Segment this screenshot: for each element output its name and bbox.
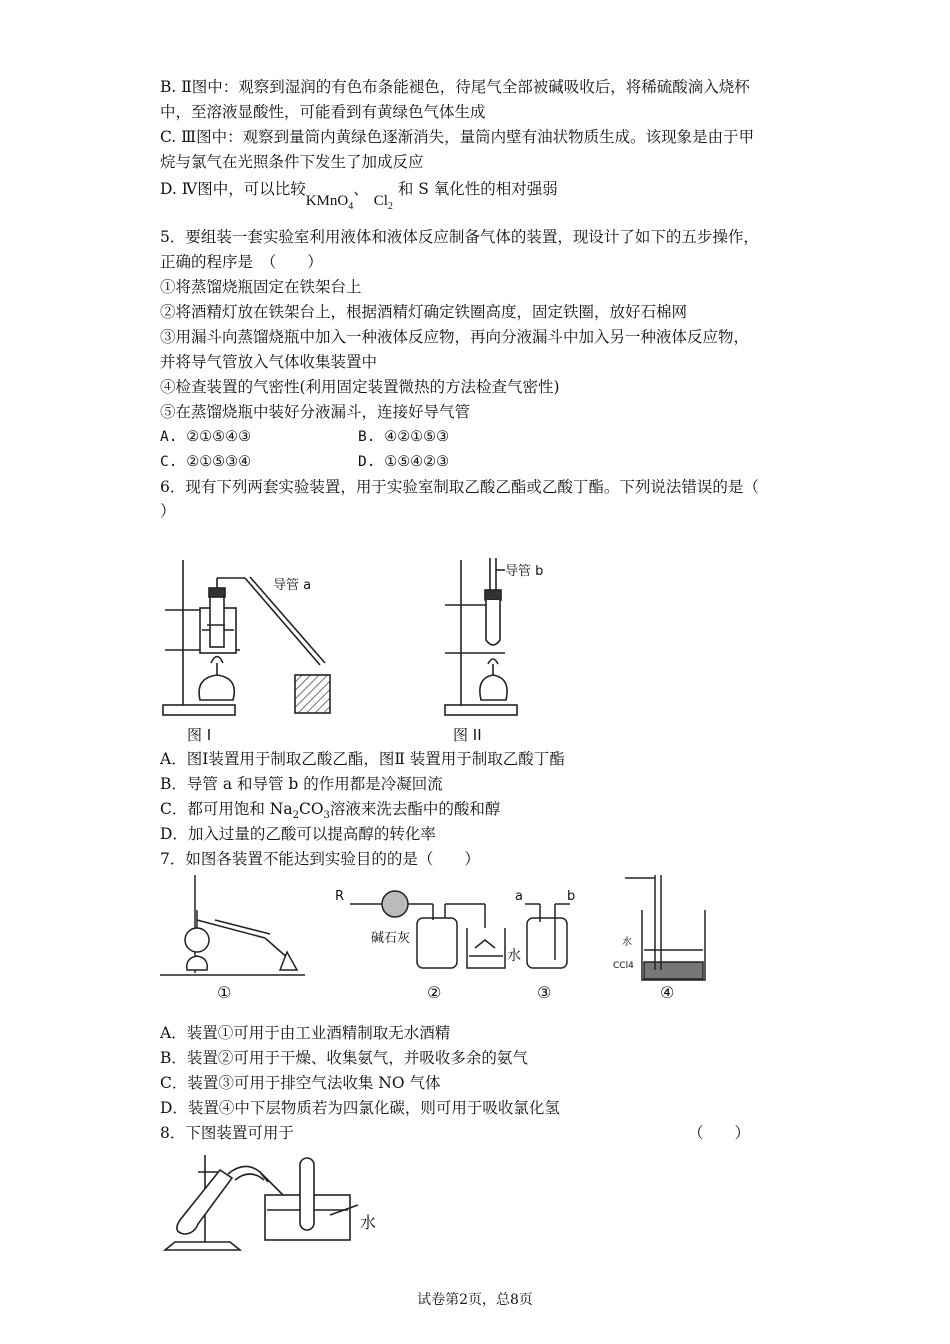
label-r: R bbox=[335, 889, 345, 904]
q8-answer-bracket: （ ） bbox=[688, 1124, 751, 1142]
q4-option-d-suffix: 和 S 氧化性的相对强弱 bbox=[397, 180, 558, 198]
q5-step-4: ④检查装置的气密性(利用固定装置微热的方法检查气密性) bbox=[160, 378, 560, 396]
receiving-flask bbox=[280, 952, 297, 970]
label-water-4: 水 bbox=[622, 937, 632, 948]
q7-option-d: D．装置④中下层物质若为四氯化碳，则可用于吸收氯化氢 bbox=[160, 1099, 560, 1117]
q8-stem: 8．下图装置可用于 bbox=[160, 1124, 294, 1142]
test-tube-2 bbox=[486, 600, 500, 645]
collection-tube bbox=[300, 1158, 314, 1230]
kmno4-formula: KMnO$_4$ bbox=[305, 193, 354, 212]
q5-option-c: C. ②①⑤③④ bbox=[160, 454, 252, 470]
q6-apparatus-figure bbox=[155, 550, 575, 750]
q6-stem-line2: ） bbox=[160, 502, 176, 520]
q5-step-1: ①将蒸馏烧瓶固定在铁架台上 bbox=[160, 278, 362, 296]
apparatus-2-number: ② bbox=[427, 983, 442, 1002]
q7-option-b: B．装置②可用于干燥、收集氨气，并吸收多余的氨气 bbox=[160, 1049, 528, 1067]
q5-stem-line2: 正确的程序是 （ ） bbox=[160, 253, 323, 271]
q5-option-b: B. ④②①⑤③ bbox=[358, 429, 450, 445]
label-soda-lime: 碱石灰 bbox=[371, 931, 411, 946]
apparatus-4-number: ④ bbox=[660, 983, 675, 1002]
q7-option-c: C．装置③可用于排空气法收集 NO 气体 bbox=[160, 1074, 441, 1092]
page-footer: 试卷第2页，总8页 bbox=[417, 1292, 533, 1308]
q5-step-3-line1: ③用漏斗向蒸馏烧瓶中加入一种液体反应物，再向分液漏斗中加入另一种液体反应物， bbox=[160, 328, 750, 346]
q6-option-c: C．都可用饱和 $Na_2CO_3$溶液来洗去酯中的酸和醇 bbox=[160, 800, 501, 822]
q7-option-a: A．装置①可用于由工业酒精制取无水酒精 bbox=[160, 1024, 451, 1042]
label-water-q8: 水 bbox=[360, 1213, 377, 1232]
q8-apparatus-figure bbox=[160, 1150, 400, 1260]
q5-step-2: ②将酒精灯放在铁架台上，根据酒精灯确定铁圈高度，固定铁圈，放好石棉网 bbox=[160, 303, 688, 321]
stand-base-1 bbox=[163, 705, 235, 715]
figure-1-caption: 图 I bbox=[187, 726, 212, 744]
label-ccl4: CCl4 bbox=[613, 961, 634, 971]
alcohol-lamp-2 bbox=[480, 675, 507, 700]
apparatus-3-number: ③ bbox=[537, 983, 552, 1002]
stopper-1 bbox=[209, 588, 225, 597]
apparatus-1-number: ① bbox=[217, 983, 232, 1002]
q4-option-b-line1: B. Ⅱ图中：观察到湿润的有色布条能褪色，待尾气全部被碱吸收后，将稀硫酸滴入烧杯 bbox=[160, 78, 750, 96]
q5-step-3-line2: 并将导气管放入气体收集装置中 bbox=[160, 353, 378, 371]
stand-base-q8 bbox=[165, 1242, 240, 1250]
ccl4-layer bbox=[644, 962, 703, 979]
tube-b-label: 导管 b bbox=[505, 564, 544, 579]
q5-stem-line1: 5．要组装一套实验室利用液体和液体反应制备气体的装置，现设计了如下的五步操作， bbox=[160, 228, 759, 246]
block-1 bbox=[295, 675, 330, 713]
q5-option-d: D. ①⑤④②③ bbox=[358, 454, 450, 470]
soda-lime-bulb bbox=[382, 891, 408, 917]
q6-option-d: D．加入过量的乙酸可以提高醇的转化率 bbox=[160, 825, 436, 843]
gas-bottle-3 bbox=[527, 918, 567, 968]
label-b: b bbox=[567, 889, 576, 904]
q4-option-c-line2: 烷与氯气在光照条件下发生了加成反应 bbox=[160, 153, 424, 171]
gas-bottle-2 bbox=[417, 918, 457, 968]
label-a: a bbox=[515, 889, 523, 904]
q7-apparatus-figure bbox=[155, 870, 730, 1005]
q6-option-b: B．导管 a 和导管 b 的作用都是冷凝回流 bbox=[160, 775, 443, 793]
test-tube-1 bbox=[210, 595, 224, 647]
alcohol-lamp-1 bbox=[199, 675, 234, 700]
label-water-2: 水 bbox=[507, 948, 521, 964]
q4-option-d-prefix: D. Ⅳ图中，可以比较 bbox=[160, 180, 306, 198]
stopper-2 bbox=[485, 590, 501, 600]
q7-stem: 7．如图各装置不能达到实验目的的是（ ） bbox=[160, 850, 480, 868]
q4-option-d: D. Ⅳ图中，可以比较KMnO$_4$、 $Cl_2$ 和 S 氧化性的相对强弱 bbox=[160, 180, 558, 212]
q6-stem-line1: 6．现有下列两套实验装置，用于实验室制取乙酸乙酯或乙酸丁酯。下列说法错误的是（ bbox=[160, 478, 759, 496]
q5-step-5: ⑤在蒸馏烧瓶中装好分液漏斗，连接好导气管 bbox=[160, 403, 471, 421]
q4-option-b-line2: 中，至溶液显酸性，可能看到有黄绿色气体生成 bbox=[160, 103, 486, 121]
tube-a-label: 导管 a bbox=[273, 578, 312, 593]
q6-option-a: A．图Ⅰ装置用于制取乙酸乙酯，图Ⅱ 装置用于制取乙酸丁酯 bbox=[160, 750, 565, 768]
figure-2-caption: 图 II bbox=[453, 726, 482, 744]
cl2-formula: $Cl_2$ bbox=[373, 193, 393, 212]
q5-option-a: A. ②①⑤④③ bbox=[160, 429, 252, 445]
stand-base-2 bbox=[445, 705, 517, 715]
distillation-flask bbox=[185, 928, 209, 952]
q4-option-c-line1: C. Ⅲ图中：观察到量筒内黄绿色逐渐消失，量筒内壁有油状物质生成。该现象是由于甲 bbox=[160, 128, 755, 146]
